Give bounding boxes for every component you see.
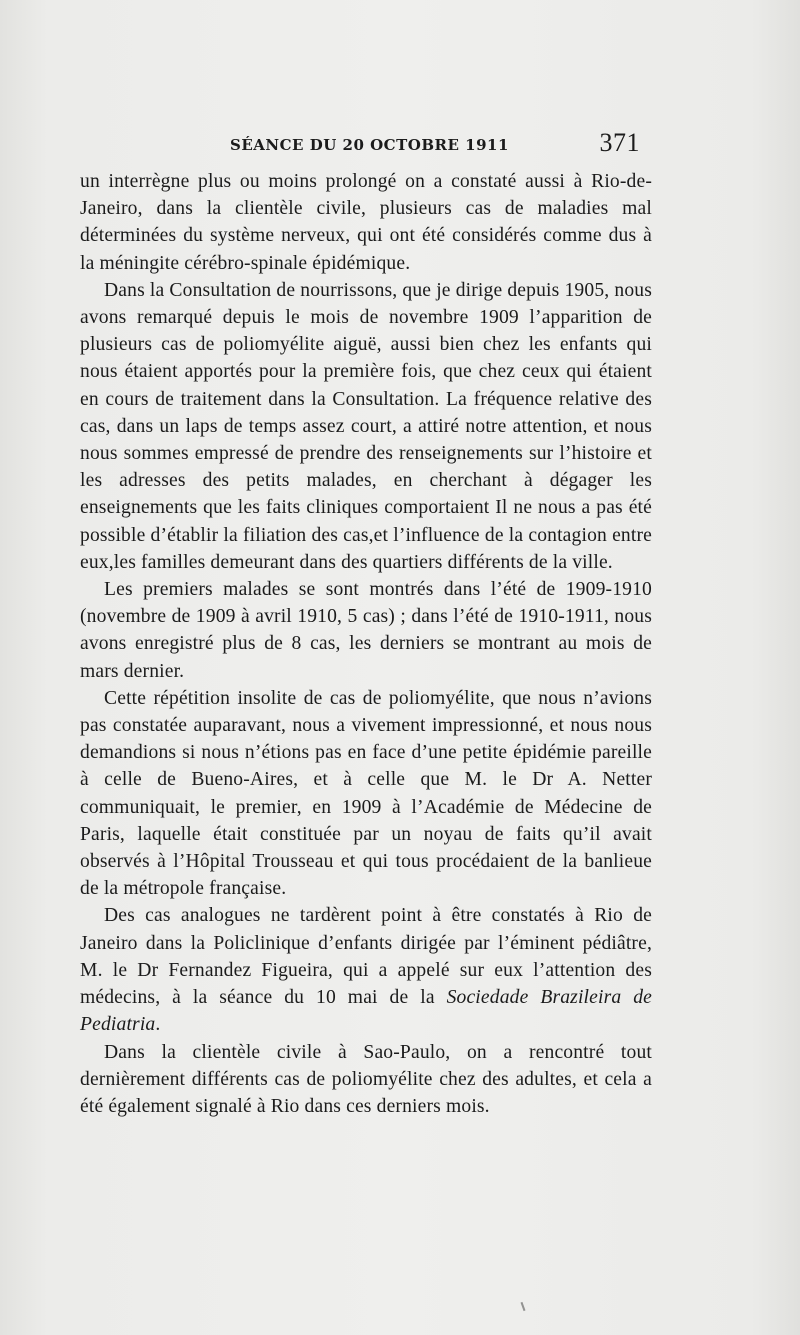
paragraph-5 [80, 902, 652, 1038]
paragraph-4: Cette répétition insolite de cas de poliomyélite, que nous n’avions pas constatée auparavant, nous a vivement impressionné, et nous nous demandions si nous n’étions pas en face d’une petite épidémie pareille à celle de Bueno-Aires, et à celle que M. le Dr A. Netter communiquait, le premier, en 1909 à l’Académie de Médecine de Paris, laquelle était constituée par un noyau de faits qu’il avait observés à l’Hôpital Trousseau et qui tous procédaient de la banlieue de la métropole française. [80, 687, 652, 900]
page-number: 371 [599, 128, 640, 157]
paragraph-6: Dans la clientèle civile à Sao-Paulo, on a rencontré tout dernièrement différents cas de poliomyélite chez des adultes, et cela a été également signalé à Rio dans ces derniers mois. [80, 1041, 652, 1117]
scan-mark [521, 1302, 526, 1311]
body-text [80, 168, 652, 1120]
journal-title: Sociedade Brazileira de Pediatria [80, 987, 652, 1036]
paragraph-2: Dans la Consultation de nourrissons, que je dirige depuis 1905, nous avons remarqué depuis le mois de novembre 1909 l’apparition de plusieurs cas de poliomyélite aiguë, aussi bien chez les enfants qui nous étaient apportés pour la première fois, que chez ceux qui étaient en cours de traitement dans la Consultation. La fréquence relative des cas, dans un laps de temps assez court, a attiré notre attention, et nous nous sommes empressé de prendre des renseignements sur l’histoire et les adresses des petits malades, en cherchant à dégager les enseignements que les faits cliniques comportaient Il ne nous a pas été possible d’établir la filiation des cas,et l’influence de la contagion entre eux,les familles demeurant dans des quartiers différents de la ville. [80, 279, 652, 573]
paragraph-5-text: Des cas analogues ne tardèrent point à être constatés à Rio de Janeiro dans la Policlinique d’enfants dirigée par l’éminent pédiâtre, M. le Dr Fernandez Figueira, qui a appelé sur eux l’attention des médecins, à la séance du 10 mai de la [80, 905, 652, 1009]
paragraph-3: Les premiers malades se sont montrés dans l’été de 1909-1910 (novembre de 1909 à avril 1910, 5 cas) ; dans l’été de 1910-1911, nous avons enregistré plus de 8 cas, les derniers se montrant au mois de mars dernier. [80, 579, 652, 682]
running-head: SÉANCE DU 20 OCTOBRE 1911 [230, 136, 509, 154]
page-header [80, 128, 640, 160]
paragraph-1: un interrègne plus ou moins prolongé on a constaté aussi à Rio-de-Janeiro, dans la clientèle civile, plusieurs cas de maladies mal déterminées du système nerveux, qui ont été considérés comme dus à la méningite cérébro-spinale épidémique. [80, 171, 652, 274]
paragraph-5-end: . [155, 1014, 161, 1036]
